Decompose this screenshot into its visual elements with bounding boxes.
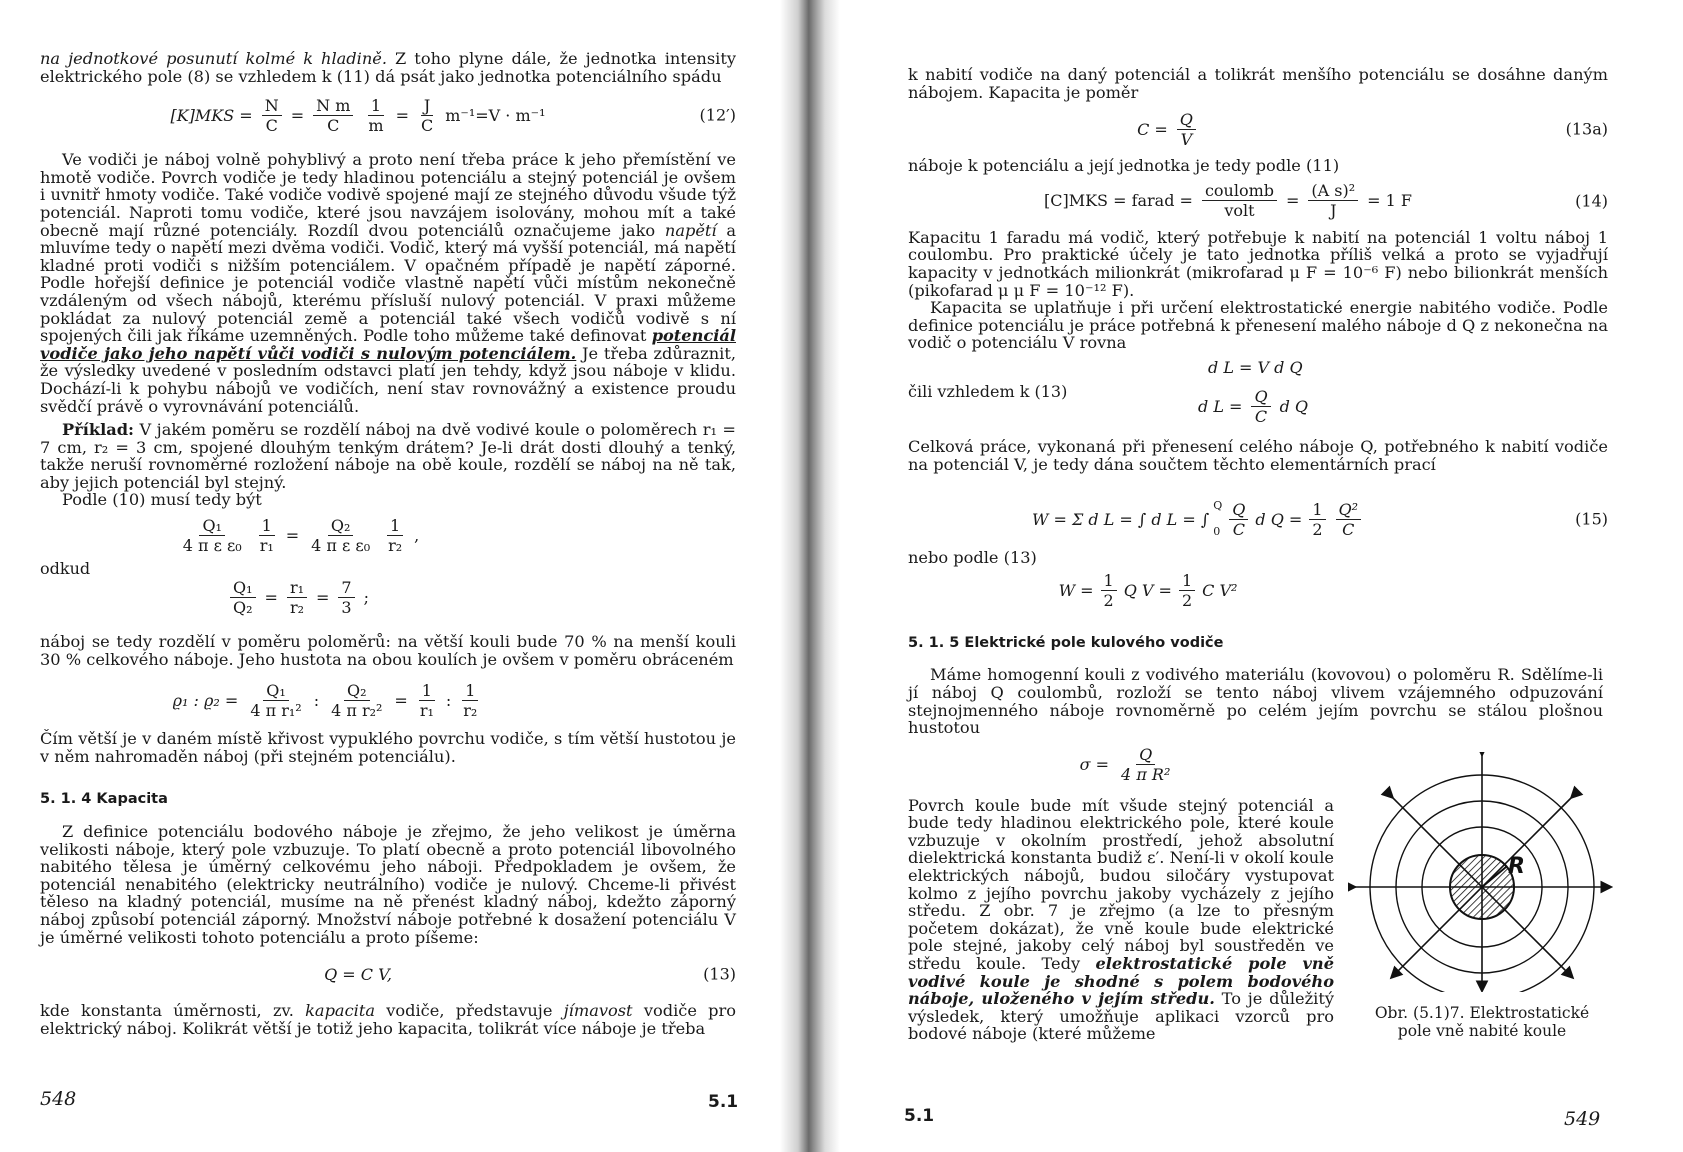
denominator: r₂	[463, 700, 478, 720]
fraction	[460, 682, 480, 719]
numerator: Q²	[1336, 501, 1362, 520]
paragraph: náboje k potenciálu a její jednotka je tedy podle (11)	[908, 156, 1340, 176]
ratio-sign: :	[313, 690, 320, 710]
example-paragraph	[40, 421, 736, 491]
numerator: Q₁	[199, 517, 225, 536]
running-head: 5.1	[904, 1106, 935, 1126]
fraction	[1308, 182, 1358, 219]
paragraph: Čím větší je v daném místě křivost vypuklého povrchu vodiče, s tím větší hustotou je v něm nahromaděn náboj (při stejném potenciálu).	[40, 729, 736, 766]
equation-lhs: W = Σ d L = ∫ d L = ∫	[1031, 509, 1210, 529]
caption-line: Obr. (5.1)7. Elektrostatické	[1374, 1004, 1590, 1022]
caption-line: pole vně nabité koule	[1397, 1022, 1567, 1040]
fraction	[287, 579, 307, 616]
fraction	[385, 517, 405, 554]
figure-sphere-field	[1348, 752, 1616, 1042]
denominator: m	[368, 115, 384, 135]
equation-body: Q = C V,	[324, 964, 392, 984]
equation-15	[908, 491, 1608, 547]
numerator: 7	[338, 579, 354, 598]
paragraph	[40, 1002, 736, 1037]
equation-tail: C V²	[1202, 581, 1238, 601]
denominator: 4 π r₂²	[331, 700, 383, 720]
numerator: Q₂	[328, 517, 354, 536]
equation-lhs: W =	[1058, 581, 1094, 601]
fraction	[262, 97, 282, 134]
running-head: 5.1	[708, 1092, 739, 1112]
fraction	[328, 682, 385, 719]
numerator: Q	[1177, 111, 1196, 130]
fraction	[230, 579, 256, 616]
numerator: 1	[1179, 572, 1195, 591]
denominator: C	[1254, 406, 1268, 426]
numerator: 1	[368, 97, 384, 116]
paragraph	[40, 151, 736, 415]
numerator: Q	[1229, 501, 1248, 520]
numerator: N	[262, 97, 282, 116]
ratio-sign: :	[445, 690, 452, 710]
denominator: Q₂	[233, 597, 253, 617]
numerator: Q	[1251, 388, 1270, 407]
equals-sign: =	[285, 525, 300, 545]
left-page	[0, 0, 800, 1152]
paragraph: Z definice potenciálu bodového náboje je zřejmo, že jeho velikost je úměrna velikosti náboje, který pole vzbuzuje. To platí obecně a proto potenciál libovolného nabitého tělesa je úměrný celkovému jeho náboji. Předpokladem je ovšem, že potenciál nenabitého (elektricky neutrálního) vodiče je nulový. Chceme-li přivést těleso na kladný potenciál, musíme na ně přenést kladný náboj, kdežto záporný náboj způsobí potenciál záporný. Množství náboje potřebné k dosažení potenciálu V je úměrné velikosti tohoto potenciálu a proto píšeme:	[40, 822, 736, 947]
fraction	[365, 97, 386, 134]
section-heading: 5. 1. 5 Elektrické pole kulového vodiče	[908, 634, 1224, 651]
text: Povrch koule bude mít všude stejný potenciál a bude tedy hladinou elektrického pole, které koule vzbuzuje v okolním prostředí, jehož absolutní dielektrická konstanta budiž ε′. Není-li v okolí koule elektrických nábojů, budou siločáry vystupovat kolmo z jejího povrchu jakoby vycházely z jejího středu. Z obr. 7 je zřejmo (a lze to přesným početem dokázat), že vně koule bude elektrické pole stejné, jakoby celý náboj byl soustředěn ve středu koule. Tedy	[908, 795, 1334, 974]
numerator: J	[421, 97, 433, 116]
punctuation: ;	[363, 587, 369, 607]
fraction	[1101, 572, 1117, 609]
equation-ratio	[40, 513, 736, 557]
numerator: Q₁	[263, 682, 289, 701]
text: Je třeba zdůraznit, že výsledky uvedené v posledním odstavci platí jen tehdy, když jsou náboje v klidu. Dochází-li k pohybu nábojů ve vodičích, není stav rovnovážný a existence proudu svědčí právě o vyrovnávání potenciálů.	[40, 343, 736, 416]
text: vodiče, představuje	[374, 1001, 564, 1021]
numerator: 1	[462, 682, 478, 701]
equals-sign: =	[395, 105, 409, 125]
paragraph: Celková práce, vykonaná při přenesení celého náboje Q, potřebného k nabití vodiče na potenciál V, je tedy dána součtem těchto elementárních prací	[908, 436, 1608, 474]
denominator: C	[420, 115, 434, 135]
equation-lhs: ϱ₁ : ϱ₂ =	[172, 690, 239, 710]
fraction	[247, 682, 304, 719]
equation-number: (15)	[1575, 509, 1608, 529]
paragraph: Kapacita se uplatňuje i při určení elektrostatické energie nabitého vodiče. Podle definice potenciálu je práce potřebná k přenesení malého náboje d Q z nekonečna na vodič o potenciálu V rovna	[908, 298, 1608, 353]
denominator: 4 π ε ε₀	[182, 535, 242, 555]
equation-W	[908, 569, 1608, 613]
equation-dL-2	[908, 382, 1608, 424]
numerator: 1	[387, 517, 403, 536]
paragraph	[40, 50, 736, 85]
equation-number: (13)	[703, 964, 736, 984]
equals-sign: =	[290, 105, 305, 125]
numerator: Q₂	[344, 682, 370, 701]
left-column	[40, 50, 736, 1037]
numerator: Q	[1136, 746, 1155, 765]
denominator: r₁	[419, 700, 434, 720]
denominator: 2	[1181, 591, 1193, 611]
equation-dL	[908, 352, 1608, 382]
fraction	[338, 579, 354, 616]
fraction	[180, 517, 245, 554]
numerator: 1	[259, 517, 275, 536]
italic-text: kapacita	[305, 1001, 375, 1021]
denominator: 2	[1103, 591, 1114, 611]
fraction	[257, 517, 277, 554]
section-heading: 5. 1. 4 Kapacita	[40, 791, 168, 808]
equation-12	[40, 93, 736, 137]
equation-number: (13a)	[1565, 119, 1608, 139]
paragraph	[908, 797, 1334, 1043]
text: vodiče pro elektrický náboj. Kolikrát větší je totiž jeho kapacita, tolikrát více náboje je třeba	[40, 1001, 736, 1038]
equation-tail: d Q	[1279, 396, 1309, 416]
equation-13a	[908, 107, 1608, 151]
equation-lhs: d L =	[1198, 396, 1243, 416]
fraction	[417, 682, 437, 719]
italic-text: na jednotkové posunutí kolmé k hladině.	[40, 49, 387, 68]
equals-sign: =	[394, 690, 408, 710]
denominator: 2	[1312, 519, 1323, 539]
equation-odkud	[40, 557, 736, 617]
denominator: J	[1330, 201, 1337, 221]
numerator: N m	[313, 97, 353, 116]
denominator: 3	[341, 597, 352, 617]
numerator: r₁	[287, 579, 307, 598]
equation-density	[40, 678, 736, 722]
fraction	[313, 97, 353, 134]
equals-sign: =	[316, 587, 330, 607]
radius-label: R	[1508, 854, 1525, 879]
paragraph: Kapacitu 1 faradu má vodič, který potřebuje k nabití na potenciál 1 voltu náboj 1 coulombu. Pro praktické účely je tato jednotka příliš velká a proto se vyjadřují kapacity v jednotkách milionkrát (mikrofarad μ F = 10⁻⁶ F) nebo bilionkrát menších (pikofarad μ μ F = 10⁻¹² F).	[908, 227, 1608, 300]
denominator: 4 π r₁²	[250, 700, 302, 720]
italic-text: jímavost	[563, 1001, 633, 1021]
example-label: Příklad:	[62, 420, 134, 440]
numerator: Q₁	[230, 579, 256, 598]
fraction	[1336, 501, 1362, 538]
fraction	[1179, 572, 1195, 609]
equation-lhs: C =	[1137, 119, 1168, 139]
numerator: 1	[1309, 501, 1325, 520]
punctuation: ,	[414, 525, 420, 545]
equation-tail: m⁻¹=V · m⁻¹	[445, 105, 546, 125]
italic-text: napětí	[664, 220, 717, 240]
fraction	[1309, 501, 1325, 538]
paragraph: Podle (10) musí tedy být	[62, 490, 262, 510]
equation-lhs: [K]MKS =	[170, 105, 253, 125]
emphasis-text: potenciál vodiče jako jeho napětí vůči vodiči s nulovým potenciálem.	[40, 326, 736, 363]
denominator: V	[1180, 129, 1193, 149]
numerator: 1	[419, 682, 435, 701]
equation-mid: d Q =	[1255, 509, 1303, 529]
numerator: (A s)²	[1308, 182, 1358, 201]
text: odkud	[40, 559, 91, 579]
equation-lhs: [C]MKS = farad =	[1043, 191, 1193, 211]
fraction	[418, 97, 436, 134]
denominator: volt	[1224, 201, 1255, 221]
denominator: C	[1232, 519, 1245, 539]
equals-sign: =	[264, 587, 278, 607]
right-page	[800, 0, 1683, 1152]
numerator: 1	[1101, 572, 1117, 591]
fraction	[308, 517, 373, 554]
denominator: 4 π R²	[1121, 765, 1171, 785]
fraction	[1251, 388, 1270, 425]
equation-number: (12′)	[699, 105, 736, 125]
numerator: coulomb	[1202, 182, 1277, 201]
text: čili vzhledem k (13)	[908, 381, 1068, 401]
equation-tail: = 1 F	[1367, 191, 1413, 211]
integral-limits	[1213, 493, 1222, 545]
fraction	[1177, 111, 1196, 148]
equation-13	[40, 952, 736, 996]
fraction	[1229, 501, 1248, 538]
figure-caption	[1348, 1004, 1616, 1040]
field-lines-diagram	[1348, 752, 1616, 992]
denominator: r₁	[259, 535, 274, 555]
equation-14	[908, 179, 1608, 223]
emphasis-text: elektrostatické pole vně vodivé koule je shodné s polem bodového náboje, uloženého v jejím středu.	[908, 954, 1334, 1009]
text: Ve vodiči je náboj volně pohyblivý a proto není třeba práce k jeho přemístění ve hmotě vodiče. Povrch vodiče je tedy hladinou potenciálu a stejný potenciál je ovšem i uvnitř hmoty vodiče. Také vodiče vodivě spojené mají ze stejného důvodu všude týž potenciál. Naproti tomu vodiče, které jsou navzájem isolovány, mohou mít a také obecně mají různé potenciály. Rozdíl dvou potenciálů označujeme jako	[40, 150, 736, 240]
equals-sign: =	[1286, 191, 1300, 211]
denominator: C	[1342, 519, 1355, 539]
fraction	[1202, 182, 1277, 219]
page-number: 548	[40, 1088, 77, 1110]
equation-lhs: σ =	[1079, 755, 1110, 775]
upper-limit: Q	[1213, 499, 1223, 513]
denominator: C	[327, 115, 340, 135]
denominator: r₂	[289, 597, 304, 617]
paragraph: náboj se tedy rozdělí v poměru poloměrů: na větší kouli bude 70 % na menší kouli 30 % celkového náboje. Jeho hustota na obou koulích je ovšem v poměru obráceném	[40, 632, 736, 669]
equation-sigma	[908, 743, 1348, 787]
text: To je důležitý výsledek, který umožňuje aplikaci vzorců pro bodové náboje (které můžeme	[908, 989, 1334, 1044]
equation-body: d L = V d Q	[1208, 357, 1303, 377]
text: a mluvíme tedy o napětí mezi dvěma vodiči. Vodič, který má vyšší potenciál, má napětí kladné proti vodiči s nižším potenciálem. V opačném případě je napětí záporné. Podle hořejší definice je potenciál vodiče vlastně napětí vůči místům nekonečně vzdáleným od všech nábojů, kterému přísluší nulový potenciál. V praxi můžeme pokládat za nulový potenciál země a potenciál také všech vodičů vodivě s ní spojených čili jak říkáme uzemněných. Podle toho můžeme také definovat	[40, 220, 737, 346]
fraction	[1118, 746, 1173, 783]
paragraph: k nabití vodiče na daný potenciál a tolikrát menšího potenciálu se dosáhne daným nábojem. Kapacita je poměr	[908, 65, 1608, 102]
text: kde konstanta úměrnosti, zv.	[40, 1001, 306, 1021]
denominator: 4 π ε ε₀	[311, 535, 371, 555]
text: Z toho plyne dále, že jednotka intensity elektrického pole (8) se vzhledem k (11) dá psát jako jednotka potenciálního spádu	[40, 49, 736, 86]
lower-limit: 0	[1213, 525, 1221, 539]
equation-mid: Q V =	[1123, 581, 1172, 601]
equation-number: (14)	[1575, 191, 1608, 211]
text: V jakém poměru se rozdělí náboj na dvě vodivé koule o poloměrech r₁ = 7 cm, r₂ = 3 cm, spojené dlouhým tenkým drátem? Je-li drát dosti dlouhý a tenký, takže neruší rovnoměrné rozložení náboje na obě koule, rozdělí se náboj na ně tak, aby jejich potenciál byl stejný.	[40, 420, 736, 492]
paragraph: nebo podle (13)	[908, 548, 1037, 568]
page-number: 549	[1564, 1108, 1601, 1130]
paragraph: Máme homogenní kouli z vodivého materiálu (kovovou) o poloměru R. Sdělíme-li jí náboj Q coulombů, rozloží se tento náboj vlivem vzájemného odpuzování stejnojmenného náboje rovnoměrně po celém jejím povrchu se stálou plošnou hustotou	[908, 665, 1603, 738]
denominator: C	[265, 115, 278, 135]
denominator: r₂	[388, 535, 403, 555]
